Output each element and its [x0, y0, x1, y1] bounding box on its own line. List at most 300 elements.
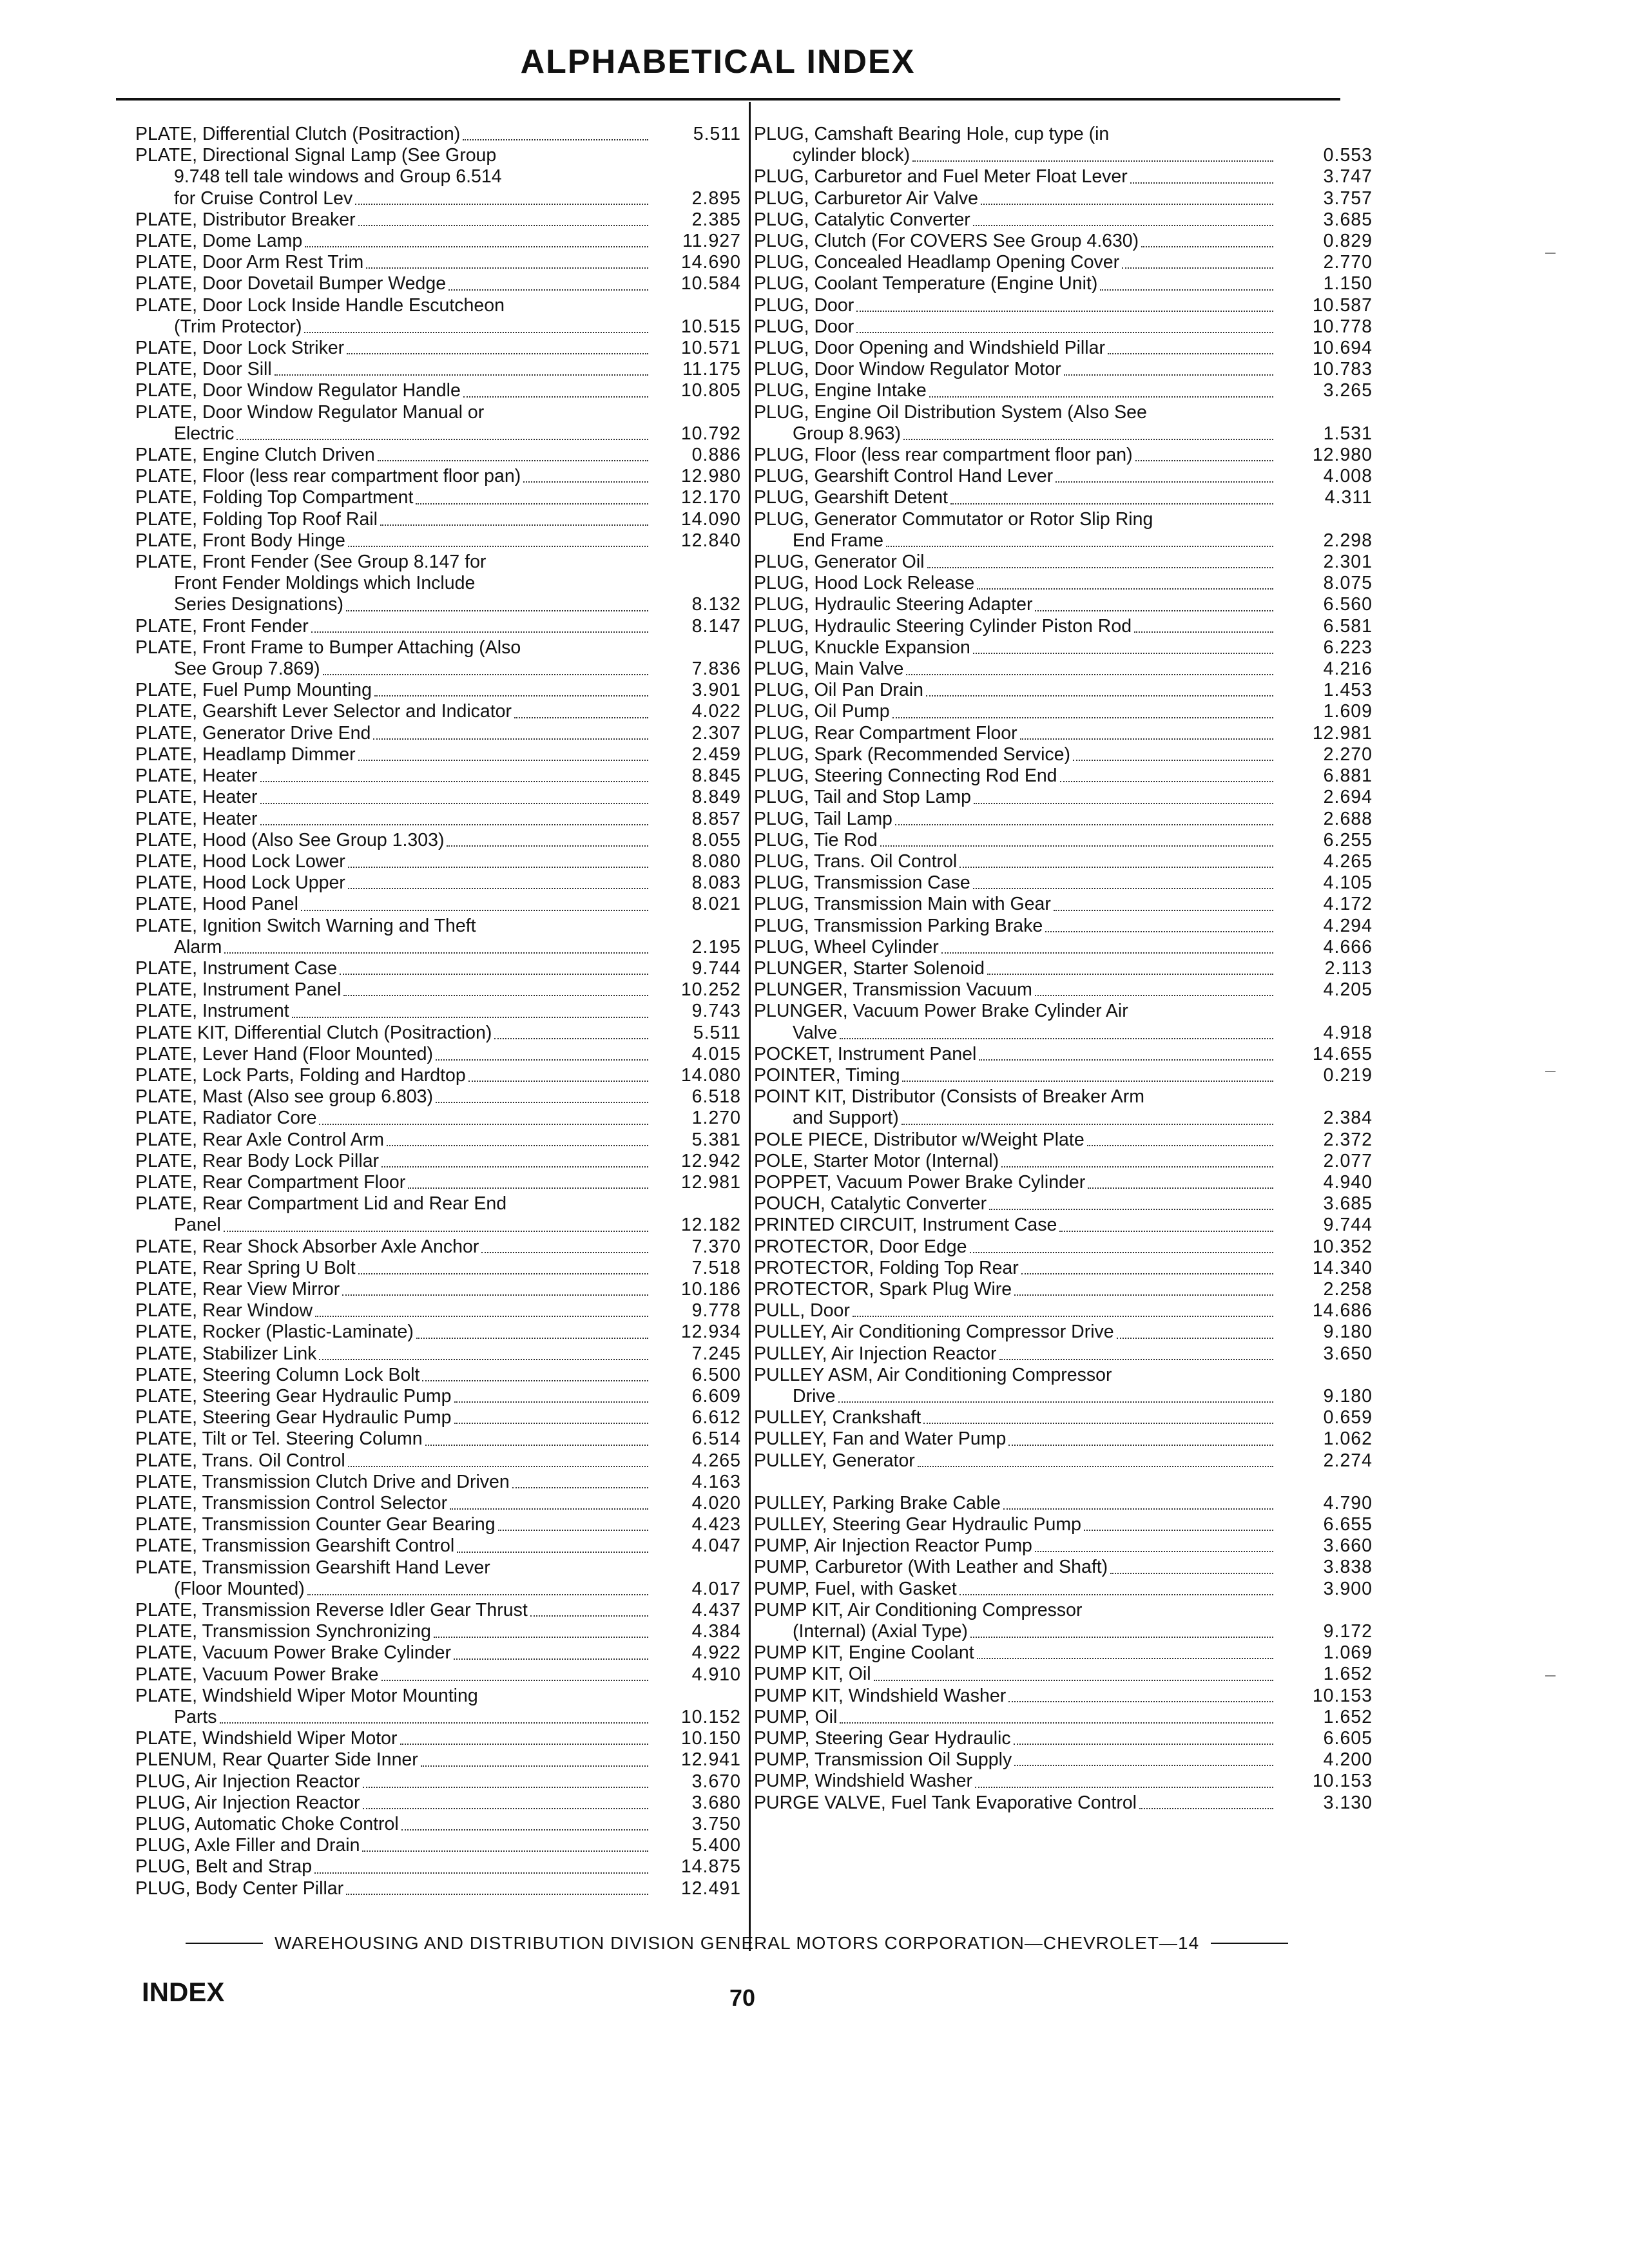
entry-line — [135, 1258, 651, 1279]
entry-line-text: PUMP, Windshield Washer — [754, 1771, 972, 1792]
leader-dots — [434, 1637, 648, 1638]
entry-line — [135, 637, 651, 658]
entry-reference: 2.274 — [1323, 1450, 1373, 1471]
entry-text — [754, 937, 1276, 958]
entry-text — [135, 359, 651, 380]
entry-line-text: PLUG, Tie Rod — [754, 829, 878, 850]
entry-line-text: POLE PIECE, Distributor w/Weight Plate — [754, 1129, 1084, 1150]
leader-dots — [260, 824, 648, 825]
entry-line — [754, 1279, 1276, 1300]
entry-reference: 7.245 — [691, 1343, 741, 1364]
leader-dots — [1059, 1231, 1273, 1232]
entry-line — [754, 231, 1276, 252]
entry-line — [135, 1514, 651, 1535]
entry-reference: 3.901 — [691, 680, 741, 701]
leader-dots — [1014, 1294, 1273, 1296]
entry-reference: 7.518 — [691, 1257, 741, 1278]
entry-line-text: PLATE, Rear Compartment Lid and Rear End — [135, 1193, 507, 1215]
entry-text — [754, 338, 1276, 359]
leader-dots — [494, 1038, 648, 1039]
entry-line — [135, 1172, 651, 1193]
entry-line — [754, 1535, 1276, 1557]
entry-text — [135, 1236, 651, 1258]
entry-line-text: POLE, Starter Motor (Internal) — [754, 1150, 999, 1171]
entry-line — [135, 1086, 651, 1108]
entry-text — [754, 1514, 1276, 1535]
entry-line — [135, 1450, 651, 1472]
entry-reference: 1.150 — [1323, 273, 1373, 294]
leader-dots — [903, 439, 1273, 440]
leader-dots — [315, 1316, 648, 1317]
leader-dots — [224, 952, 648, 954]
entry-line-text: PLUG, Generator Commutator or Rotor Slip Ring — [754, 508, 1153, 530]
entry-line-text: PLUG, Concealed Headlamp Opening Cover — [754, 252, 1120, 273]
leader-dots — [416, 503, 648, 505]
entry-text — [754, 445, 1276, 466]
entry-line — [135, 701, 651, 722]
entry-text — [135, 1129, 651, 1151]
entry-line — [754, 1407, 1276, 1428]
leader-dots — [307, 1594, 648, 1595]
entry-text — [754, 1343, 1276, 1365]
entry-reference: 14.875 — [680, 1856, 741, 1878]
entry-reference: 4.008 — [1323, 466, 1373, 487]
entry-text — [135, 1279, 651, 1300]
leader-dots — [977, 1658, 1273, 1659]
entry-reference: 4.047 — [691, 1535, 741, 1557]
leader-dots — [275, 374, 648, 376]
entry-reference: 12.980 — [680, 466, 741, 487]
entry-line — [754, 894, 1276, 915]
leader-dots — [454, 1401, 648, 1403]
leader-dots — [874, 1680, 1273, 1681]
entry-line-text: PLUG, Coolant Temperature (Engine Unit) — [754, 273, 1098, 294]
entry-line — [754, 744, 1276, 765]
entry-line — [754, 765, 1276, 787]
entry-reference: 4.022 — [691, 701, 741, 722]
entry-line — [754, 1193, 1276, 1215]
leader-dots — [416, 1338, 648, 1339]
leader-dots — [358, 225, 648, 226]
entry-text — [754, 744, 1276, 765]
entry-text — [135, 1642, 651, 1664]
entry-line-text: PLATE, Transmission Reverse Idler Gear Thrust — [135, 1600, 528, 1621]
index-entry — [754, 402, 1373, 445]
entry-text — [135, 979, 651, 1001]
entry-text — [754, 1600, 1276, 1642]
entry-text — [754, 872, 1276, 894]
leader-dots — [901, 1124, 1273, 1125]
entry-reference: 6.514 — [691, 1428, 741, 1450]
entry-reference: 9.744 — [691, 957, 741, 979]
entry-reference: 10.150 — [680, 1728, 741, 1749]
entry-line-text: PLUG, Catalytic Converter — [754, 209, 970, 230]
entry-reference: 3.685 — [1323, 209, 1373, 230]
section-label: INDEX — [142, 1977, 225, 2007]
entry-line-text: PLATE, Folding Top Compartment — [135, 487, 414, 508]
entry-line-text: PLATE, Stabilizer Link — [135, 1343, 317, 1364]
leader-dots — [981, 204, 1273, 205]
entry-line — [135, 166, 651, 187]
entry-line-text: PLATE, Directional Signal Lamp (See Group — [135, 145, 497, 166]
entry-line-text: PLATE, Transmission Control Selector — [135, 1493, 448, 1514]
entry-text — [135, 295, 651, 338]
index-entry — [754, 1151, 1373, 1172]
entry-line — [135, 1493, 651, 1514]
entry-line — [135, 937, 651, 958]
entry-line-text: PLATE, Dome Lamp — [135, 231, 303, 252]
entry-line — [135, 1749, 651, 1771]
entry-line — [135, 273, 651, 294]
index-entry — [754, 616, 1373, 637]
entry-line-text: PLUG, Hydraulic Steering Cylinder Piston Rod — [754, 615, 1132, 637]
entry-line — [135, 1151, 651, 1172]
entry-text — [135, 830, 651, 851]
index-entry — [754, 1557, 1373, 1578]
leader-dots — [974, 803, 1273, 804]
entry-line-text: PLATE, Front Fender — [135, 615, 309, 637]
entry-line-text: PULLEY, Generator — [754, 1450, 915, 1471]
entry-line-text: PLATE KIT, Differential Clutch (Positraction) — [135, 1022, 492, 1043]
entry-line-text: PLUG, Engine Oil Distribution System (Also See — [754, 401, 1147, 423]
entry-line — [754, 1258, 1276, 1279]
entry-line-text: PLATE, Rear Compartment Floor — [135, 1171, 406, 1193]
entry-text — [135, 851, 651, 872]
entry-line — [754, 338, 1276, 359]
entry-text — [135, 1365, 651, 1386]
index-entry — [135, 1258, 741, 1279]
index-entry — [754, 1258, 1373, 1279]
index-entry — [135, 680, 741, 701]
entry-line — [754, 979, 1276, 1001]
entry-line-text: PUMP KIT, Air Conditioning Compressor — [754, 1599, 1083, 1620]
entry-text — [754, 1086, 1276, 1129]
entry-text — [754, 723, 1276, 744]
entry-line-text: PLATE, Lock Parts, Folding and Hardtop — [135, 1064, 466, 1086]
leader-dots — [1087, 1145, 1273, 1146]
entry-line — [754, 1728, 1276, 1749]
margin-mark — [1545, 1675, 1556, 1677]
index-entry — [135, 979, 741, 1001]
entry-reference: 0.886 — [691, 445, 741, 466]
entry-reference: 9.778 — [691, 1300, 741, 1321]
entry-text — [135, 1814, 651, 1835]
index-entry — [754, 380, 1373, 401]
entry-line-text: PLATE, Mast (Also see group 6.803) — [135, 1086, 434, 1108]
leader-dots — [918, 1466, 1273, 1467]
entry-line-text: PLATE, Rocker (Plastic-Laminate) — [135, 1321, 414, 1343]
entry-reference: 6.560 — [1323, 594, 1373, 615]
index-entry — [754, 765, 1373, 787]
index-entry — [135, 252, 741, 273]
leader-dots — [363, 1808, 649, 1809]
entry-line-text: PLATE, Hood (Also See Group 1.303) — [135, 829, 445, 850]
leader-dots — [973, 888, 1273, 889]
leader-dots — [929, 396, 1273, 398]
leader-dots — [853, 1316, 1273, 1317]
left-index-column — [135, 124, 741, 1899]
entry-reference: 4.294 — [1323, 915, 1373, 936]
entry-text — [135, 1428, 651, 1450]
entry-line — [754, 1365, 1276, 1386]
entry-line — [135, 1557, 651, 1579]
entry-reference: 12.941 — [680, 1749, 741, 1771]
leader-dots — [348, 1466, 648, 1467]
entry-text — [754, 1707, 1276, 1728]
entry-line-text: PLATE, Transmission Counter Gear Bearing — [135, 1514, 496, 1535]
index-entry — [754, 1749, 1373, 1771]
entry-text — [754, 1428, 1276, 1450]
index-entry — [754, 1001, 1373, 1043]
margin-mark — [1545, 1071, 1556, 1072]
entry-reference: 3.130 — [1323, 1792, 1373, 1813]
entry-line-text: PLATE, Headlamp Dimmer — [135, 744, 356, 765]
index-entry — [754, 1365, 1373, 1407]
entry-text — [135, 1856, 651, 1878]
index-entry — [135, 1493, 741, 1514]
entry-line-text: PLATE, Steering Gear Hydraulic Pump — [135, 1407, 452, 1428]
entry-text — [135, 1600, 651, 1621]
index-entry — [135, 916, 741, 958]
index-entry — [754, 1514, 1373, 1535]
index-entry — [135, 487, 741, 508]
entry-reference: 14.090 — [680, 508, 741, 530]
entry-line-text: PLATE, Fuel Pump Mounting — [135, 680, 372, 701]
leader-dots — [1108, 353, 1273, 354]
entry-reference: 4.017 — [691, 1578, 741, 1599]
leader-dots — [973, 225, 1273, 226]
leader-dots — [1055, 481, 1273, 483]
entry-text — [135, 1108, 651, 1129]
leader-dots — [408, 1187, 648, 1189]
index-entry — [754, 1686, 1373, 1707]
index-entry — [754, 1407, 1373, 1428]
entry-reference: 4.015 — [691, 1043, 741, 1064]
entry-text — [135, 1065, 651, 1086]
entry-line-text: (Trim Protector) — [174, 316, 302, 337]
index-entry — [135, 1814, 741, 1835]
entry-text — [754, 1686, 1276, 1707]
entry-line — [135, 830, 651, 851]
entry-text — [135, 1835, 651, 1856]
index-entry — [135, 1771, 741, 1792]
entry-reference: 11.927 — [682, 231, 741, 252]
entry-line-text: Group 8.963) — [793, 423, 901, 444]
index-entry — [135, 637, 741, 680]
entry-line — [754, 1001, 1276, 1022]
leader-dots — [1088, 1187, 1273, 1189]
entry-text — [135, 1172, 651, 1193]
entry-line — [754, 616, 1276, 637]
entry-text — [754, 1642, 1276, 1664]
entry-line — [135, 1365, 651, 1386]
index-entry — [135, 1108, 741, 1129]
entry-reference: 1.453 — [1323, 680, 1373, 701]
entry-reference: 1.062 — [1323, 1428, 1373, 1450]
entry-reference: 10.352 — [1312, 1236, 1373, 1257]
leader-dots — [1073, 760, 1273, 761]
entry-reference: 12.942 — [680, 1150, 741, 1171]
leader-dots — [1014, 1744, 1273, 1745]
index-entry — [135, 1321, 741, 1343]
entry-text — [754, 295, 1276, 316]
entry-reference: 8.083 — [691, 872, 741, 894]
entry-line — [135, 509, 651, 530]
leader-dots — [454, 1423, 648, 1424]
entry-line — [135, 1407, 651, 1428]
entry-text — [754, 231, 1276, 252]
entry-line-text: POINT KIT, Distributor (Consists of Breaker Arm — [754, 1086, 1145, 1108]
leader-dots — [941, 952, 1273, 954]
entry-text — [754, 552, 1276, 573]
entry-reference: 2.298 — [1323, 530, 1373, 551]
entry-line — [135, 145, 651, 166]
entry-line-text: PLUG, Spark (Recommended Service) — [754, 744, 1071, 765]
index-entry — [754, 744, 1373, 765]
entry-line — [135, 295, 651, 316]
entry-line — [135, 1686, 651, 1707]
leader-dots — [856, 332, 1273, 333]
entry-reference: 4.172 — [1323, 894, 1373, 915]
entry-line — [754, 209, 1276, 231]
leader-dots — [348, 867, 648, 868]
entry-reference: 6.609 — [691, 1385, 741, 1407]
entry-line-text: PLATE, Heater — [135, 808, 258, 829]
index-entry — [135, 402, 741, 445]
leader-dots — [840, 1722, 1273, 1724]
entry-text — [135, 744, 651, 765]
index-entry — [135, 1600, 741, 1621]
leader-dots — [366, 267, 648, 269]
entry-text — [754, 1321, 1276, 1343]
entry-reference: 6.518 — [691, 1086, 741, 1108]
entry-reference: 8.080 — [691, 850, 741, 872]
entry-line-text: PLATE, Tilt or Tel. Steering Column — [135, 1428, 423, 1450]
entry-line — [135, 1792, 651, 1814]
entry-reference: 6.500 — [691, 1364, 741, 1385]
entry-text — [754, 616, 1276, 637]
entry-line — [135, 1878, 651, 1899]
index-entry — [135, 1557, 741, 1600]
entry-reference: 6.881 — [1323, 765, 1373, 787]
entry-line-text: PLUG, Knuckle Expansion — [754, 637, 970, 658]
entry-line — [135, 723, 651, 744]
entry-reference: 9.180 — [1323, 1321, 1373, 1343]
entry-line — [135, 787, 651, 808]
entry-text — [754, 402, 1276, 445]
entry-text — [754, 209, 1276, 231]
entry-reference: 4.384 — [691, 1621, 741, 1642]
entry-reference: 2.694 — [1323, 787, 1373, 808]
entry-line — [135, 188, 651, 209]
entry-line — [135, 744, 651, 765]
entry-text — [135, 701, 651, 722]
index-entry — [135, 231, 741, 252]
index-entry — [754, 979, 1373, 1001]
entry-line-text: PROTECTOR, Door Edge — [754, 1236, 967, 1257]
entry-text — [135, 1321, 651, 1343]
entry-reference: 10.515 — [680, 316, 741, 337]
index-entry — [754, 1600, 1373, 1642]
entry-line — [135, 1236, 651, 1258]
leader-dots — [1110, 1573, 1273, 1574]
entry-line — [754, 1129, 1276, 1151]
leader-dots — [378, 460, 648, 461]
leader-dots — [895, 824, 1273, 825]
entry-line — [135, 1664, 651, 1686]
leader-dots — [450, 1508, 648, 1510]
leader-dots — [260, 803, 648, 804]
entry-line-text: PLATE, Front Frame to Bumper Attaching (Also — [135, 637, 521, 658]
entry-text — [135, 1472, 651, 1493]
entry-reference: 2.459 — [691, 744, 741, 765]
index-entry — [754, 937, 1373, 958]
entry-reference: 9.172 — [1323, 1621, 1373, 1642]
entry-reference: 10.792 — [680, 423, 741, 444]
index-entry — [135, 1172, 741, 1193]
entry-line — [135, 1642, 651, 1664]
entry-reference: 10.252 — [680, 979, 741, 1001]
entry-reference: 10.186 — [680, 1278, 741, 1300]
entry-text — [135, 1343, 651, 1365]
leader-dots — [1035, 610, 1273, 611]
entry-line-text: PULLEY, Air Injection Reactor — [754, 1343, 997, 1364]
entry-line — [754, 1428, 1276, 1450]
entry-line-text: PLUG, Camshaft Bearing Hole, cup type (in — [754, 124, 1110, 144]
entry-reference: 10.153 — [1312, 1685, 1373, 1706]
index-entry — [754, 273, 1373, 294]
index-entry — [754, 1172, 1373, 1193]
index-entry — [754, 1086, 1373, 1129]
entry-text — [754, 1215, 1276, 1236]
leader-dots — [979, 1059, 1273, 1061]
entry-reference: 3.650 — [1323, 1343, 1373, 1364]
index-entry — [135, 1642, 741, 1664]
leader-dots — [1008, 1701, 1273, 1702]
entry-text — [754, 1535, 1276, 1557]
index-entry — [754, 1065, 1373, 1086]
index-entry — [754, 231, 1373, 252]
entry-text — [135, 402, 651, 445]
leader-dots — [927, 567, 1273, 568]
entry-text — [754, 1001, 1276, 1043]
entry-line — [754, 1579, 1276, 1600]
right-index-column — [754, 124, 1373, 1814]
entry-line-text: PLUG, Carburetor and Fuel Meter Float Lever — [754, 166, 1128, 187]
entry-text — [135, 1450, 651, 1472]
leader-dots — [970, 1637, 1273, 1638]
entry-reference: 4.311 — [1324, 487, 1373, 508]
entry-line-text: PLUG, Automatic Choke Control — [135, 1814, 399, 1835]
leader-dots — [454, 1658, 648, 1660]
leader-dots — [311, 631, 648, 633]
entry-text — [135, 616, 651, 637]
leader-dots — [340, 974, 648, 975]
leader-dots — [880, 845, 1273, 847]
entry-line-text: PLUG, Tail Lamp — [754, 808, 892, 829]
entry-line — [135, 209, 651, 231]
entry-line-text: PRINTED CIRCUIT, Instrument Case — [754, 1215, 1057, 1236]
index-entry — [135, 1450, 741, 1472]
entry-line — [135, 445, 651, 466]
entry-text — [754, 958, 1276, 979]
entry-text — [135, 1557, 651, 1600]
entry-text — [135, 637, 651, 680]
entry-reference: 10.694 — [1312, 338, 1373, 359]
leader-dots — [977, 588, 1273, 590]
index-entry — [135, 851, 741, 872]
index-entry — [754, 1193, 1373, 1215]
